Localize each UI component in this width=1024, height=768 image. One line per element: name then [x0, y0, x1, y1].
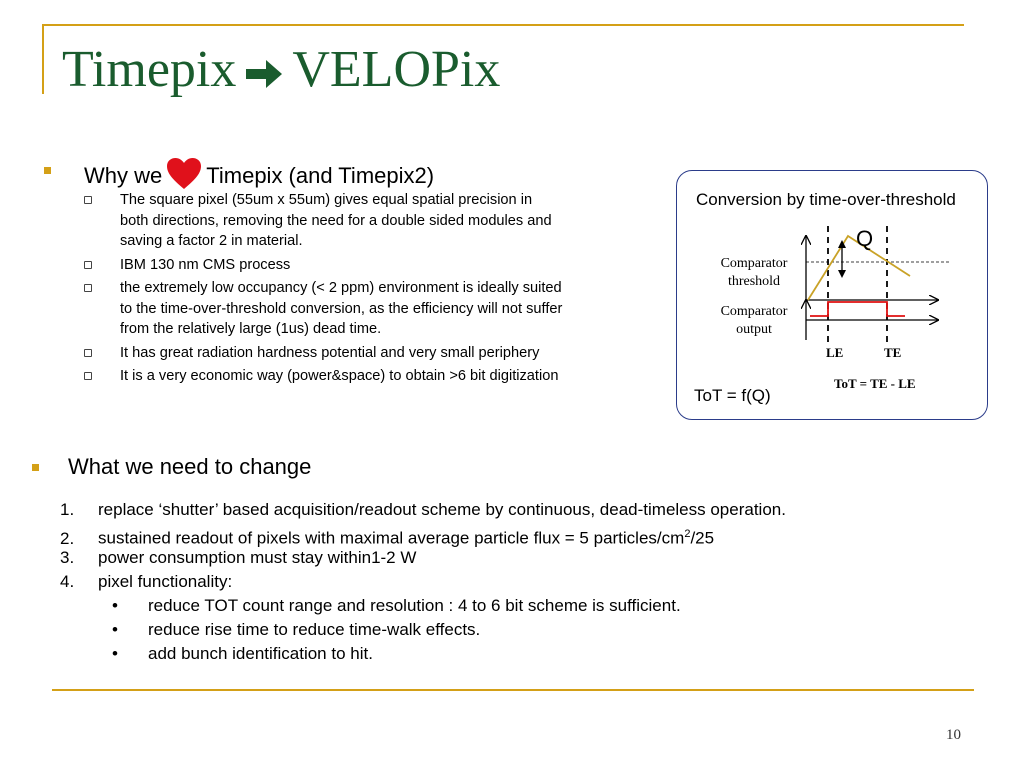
bullet-square-icon [32, 464, 39, 471]
list-item: It is a very economic way (power&space) to obtain >6 bit digitization [84, 366, 564, 387]
title-left: Timepix [62, 41, 237, 98]
te-label: TE [884, 345, 902, 360]
why-prefix: Why we [84, 163, 163, 188]
list-item: 2. sustained readout of pixels with maximal average particle flux = 5 particles/$cm^2/25$ [60, 528, 715, 548]
list-item: 3. power consumption must stay within1-2 W [60, 548, 417, 567]
list-item: It has great radiation hardness potential and very small periphery [84, 343, 564, 364]
threshold-label: Comparator threshold [720, 256, 788, 289]
page-number: 10 [946, 727, 961, 743]
list-item: • reduce TOT count range and resolution : 4 to 6 bit scheme is sufficient. [112, 596, 681, 615]
output-pulse [810, 302, 905, 316]
change-heading: What we need to change [68, 454, 312, 479]
tot-formula: ToT = TE - LE [834, 376, 916, 391]
output-label: Comparator output [720, 304, 788, 337]
list-item: 1. replace ‘shutter’ based acquisition/readout scheme by continuous, dead-timeless operation. [60, 500, 786, 519]
list-item: • add bunch identification to hit. [112, 644, 373, 663]
list-item: IBM 130 nm CMS process [84, 255, 564, 276]
bottom-rule [52, 689, 974, 691]
list-item: 4. pixel functionality: [60, 572, 233, 591]
list-item: • reduce rise time to reduce time-walk effects. [112, 620, 481, 639]
why-suffix: Timepix (and Timepix2) [206, 163, 435, 188]
le-label: LE [826, 345, 844, 360]
charge-label: Q [856, 226, 874, 251]
tot-function: ToT = f(Q) [694, 386, 771, 405]
change-list [60, 498, 786, 666]
title-right: VELOPix [292, 41, 501, 98]
list-item: the extremely low occupancy (< 2 ppm) environment is ideally suited to the time-over-threshold conversion, as the efficiency will not suffer from the relatively large (1us) dead time. [84, 278, 564, 340]
list-item: The square pixel (55um x 55um) gives equal spatial precision in both directions, removing the need for a double sided modules and saving a factor 2 in material. [84, 190, 564, 252]
diagram-title: Conversion by time-over-threshold [696, 190, 956, 209]
